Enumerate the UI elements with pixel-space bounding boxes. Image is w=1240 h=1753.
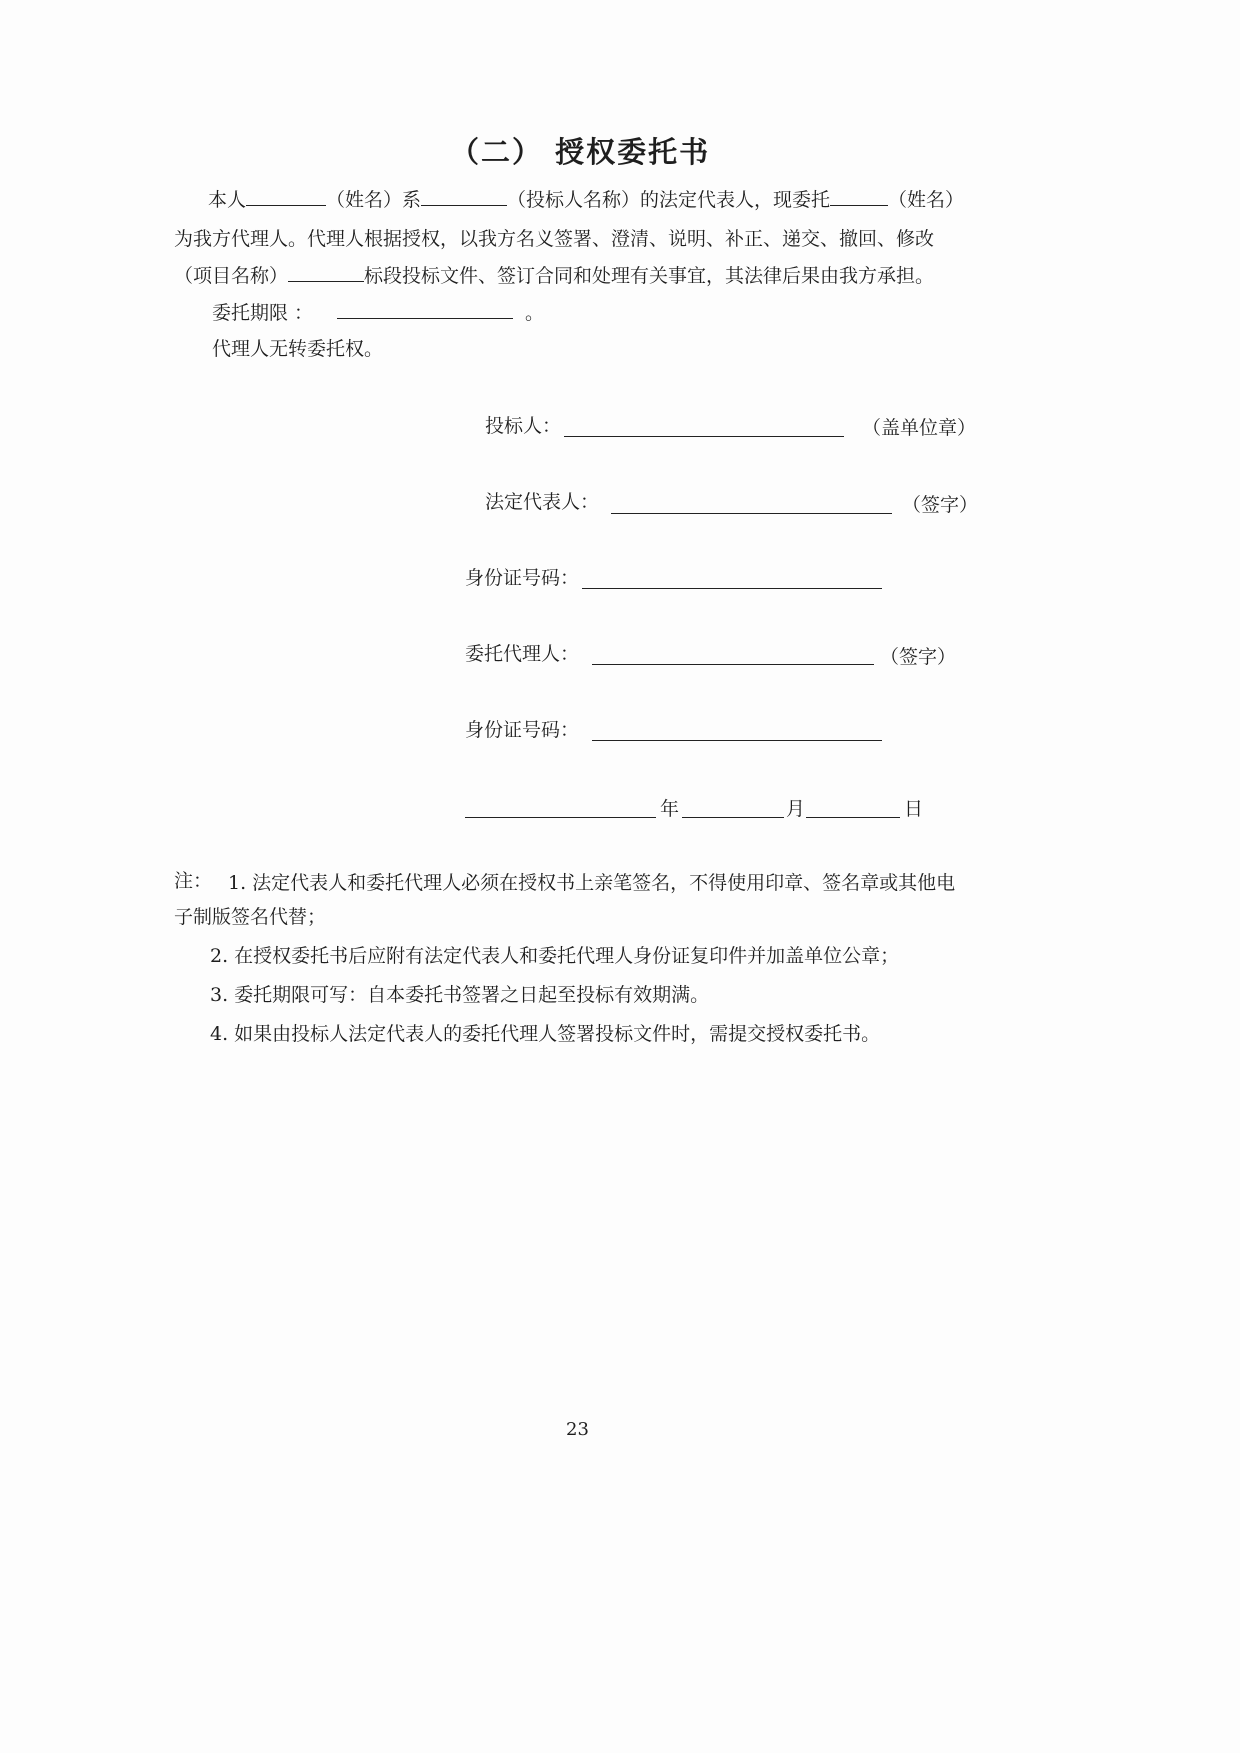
- agent-signature-line[interactable]: [592, 664, 874, 665]
- id-number-label-2: 身份证号码：: [465, 719, 580, 741]
- id-number-line-2[interactable]: [592, 740, 882, 741]
- year-label: 年: [660, 798, 680, 820]
- para-line-2: 为我方代理人。代理人根据授权，以我方名义签署、澄清、说明、补正、递交、撤回、修改: [174, 228, 935, 250]
- para-text: 标段投标文件、签订合同和处理有关事宜，其法律后果由我方承担。: [364, 265, 935, 287]
- agent-name-blank[interactable]: [830, 187, 888, 206]
- legal-rep-sign-note: （签字）: [902, 494, 979, 516]
- page-number: 23: [566, 1419, 589, 1440]
- day-label: 日: [904, 798, 924, 820]
- agent-label: 委托代理人：: [465, 643, 580, 665]
- para-text: （项目名称）: [174, 265, 289, 287]
- term-label: 委托期限 ：: [212, 302, 314, 324]
- day-line[interactable]: [806, 817, 900, 818]
- para-line-1: [208, 187, 964, 212]
- para-text: （姓名）: [888, 189, 965, 211]
- para-text: （投标人名称）的法定代表人，现委托: [507, 189, 831, 211]
- bidder-label: 投标人：: [485, 415, 562, 437]
- bidder-seal-note: （盖单位章）: [862, 417, 977, 439]
- term-blank[interactable]: [337, 300, 513, 319]
- legal-rep-label: 法定代表人：: [485, 491, 600, 513]
- legal-rep-signature-line[interactable]: [611, 513, 892, 514]
- term-line: [212, 300, 544, 325]
- bidder-signature-line[interactable]: [564, 436, 844, 437]
- month-line[interactable]: [682, 817, 784, 818]
- notes-label: 注：: [174, 870, 213, 892]
- note-2: 2. 在授权委托书后应附有法定代表人和委托代理人身份证复印件并加盖单位公章；: [210, 945, 900, 967]
- name-blank[interactable]: [246, 187, 326, 206]
- note-3: 3. 委托期限可写：自本委托书签署之日起至投标有效期满。: [210, 984, 710, 1006]
- para-text: （姓名）系: [326, 189, 422, 211]
- id-number-line-1[interactable]: [582, 588, 882, 589]
- note-4: 4. 如果由投标人法定代表人的委托代理人签署投标文件时，需提交授权委托书。: [210, 1023, 881, 1045]
- agent-sign-note: （签字）: [880, 646, 957, 668]
- para-line-3: [174, 263, 934, 288]
- no-transfer-clause: 代理人无转委托权。: [212, 338, 384, 360]
- bidder-name-blank[interactable]: [421, 187, 507, 206]
- id-number-label-1: 身份证号码：: [465, 567, 580, 589]
- page-title: （二） 授权委托书: [450, 135, 711, 169]
- project-name-blank[interactable]: [288, 263, 364, 282]
- term-end: 。: [525, 302, 545, 324]
- note-1-line-1: 1. 法定代表人和委托代理人必须在授权书上亲笔签名，不得使用印章、签名章或其他电: [228, 872, 956, 894]
- note-1-line-2: 子制版签名代替；: [174, 906, 327, 928]
- year-line[interactable]: [465, 817, 656, 818]
- para-text: 本人: [208, 189, 247, 211]
- month-label: 月: [786, 798, 806, 820]
